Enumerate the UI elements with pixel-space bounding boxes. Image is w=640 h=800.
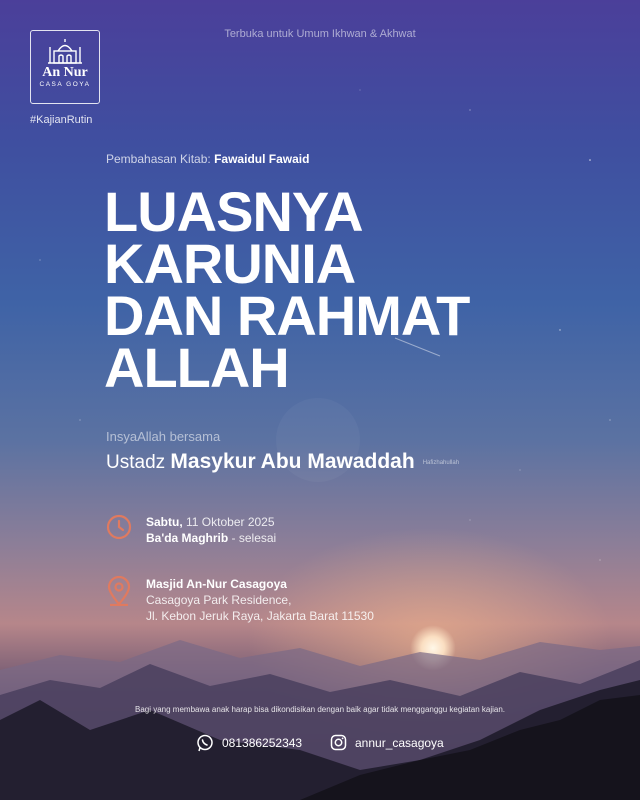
schedule-day: Sabtu, <box>146 515 183 529</box>
speaker-intro: InsyaAllah bersama <box>106 429 221 444</box>
location-pin-icon <box>106 576 132 606</box>
title-line: DAN RAHMAT <box>104 284 470 347</box>
kitab-line <box>106 152 309 166</box>
schedule-date: 11 Oktober 2025 <box>182 515 275 529</box>
schedule-time-end: - selesai <box>228 531 277 545</box>
whatsapp-icon <box>196 734 214 752</box>
speaker-honorific: Hafizhahullah <box>422 459 460 466</box>
speaker-prefix: Ustadz <box>106 452 166 473</box>
title-line: KARUNIA <box>104 232 356 295</box>
instagram-icon <box>330 734 347 751</box>
instagram-handle[interactable]: annur_casagoya <box>355 735 444 750</box>
clock-icon <box>106 514 132 540</box>
title-line: ALLAH <box>104 336 289 399</box>
kitab-name: Fawaidul Fawaid <box>214 152 310 166</box>
mosque-icon <box>44 37 86 65</box>
logo-title: An Nur <box>42 65 88 80</box>
location-text <box>146 576 374 624</box>
instagram-contact[interactable] <box>330 734 444 751</box>
speaker-name: Masykur Abu Mawaddah <box>170 450 415 473</box>
logo-subtitle: CASA GOYA <box>39 81 91 88</box>
phone-number[interactable]: 081386252343 <box>222 736 303 750</box>
schedule-text <box>146 514 276 546</box>
logo <box>30 30 100 104</box>
location-venue: Masjid An-Nur Casagoya <box>146 577 287 591</box>
schedule-time: Ba'da Maghrib <box>146 531 229 545</box>
hashtag: #KajianRutin <box>30 114 93 126</box>
location-line2: Jl. Kebon Jeruk Raya, Jakarta Barat 11530 <box>146 609 374 623</box>
title-line: LUASNYA <box>104 180 363 243</box>
event-title <box>104 180 470 399</box>
mountain-landscape <box>0 600 640 800</box>
location-line1: Casagoya Park Residence, <box>146 593 292 607</box>
audience-tagline: Terbuka untuk Umum Ikhwan & Akhwat <box>224 28 416 40</box>
whatsapp-contact[interactable] <box>196 734 302 752</box>
speaker-line <box>106 450 459 474</box>
kitab-prefix: Pembahasan Kitab: <box>106 152 211 166</box>
child-note: Bagi yang membawa anak harap bisa dikondisikan dengan baik agar tidak mengganggu kegiatan kajian. <box>134 705 506 714</box>
